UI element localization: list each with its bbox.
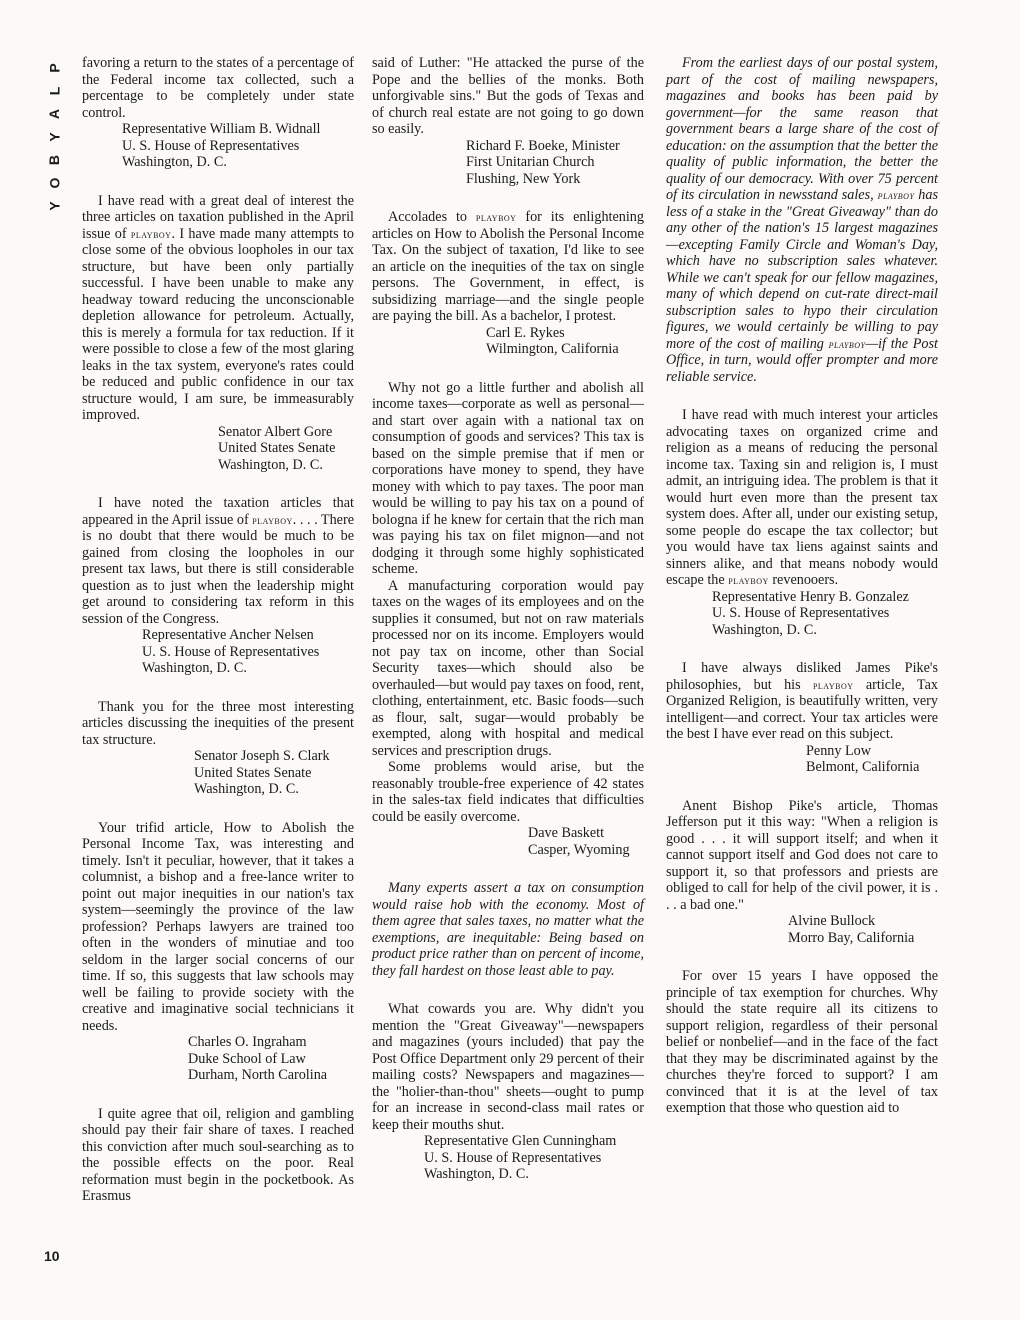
signature-line: Representative William B. Widnall [122, 121, 321, 137]
signature-line: Senator Joseph S. Clark [194, 748, 330, 764]
letter-paragraph: What cowards you are. Why didn't you mention the "Great Giveaway"—newspapers and magazines (yours included) that pay the Post Office Department only 29 percent of their mailing costs? Newspapers and magazines—the "holier-than-thou" sheets—ought to pump for an increase in second-class mail rates or keep their mouths shut. [372, 1001, 644, 1133]
reader-letter [372, 380, 644, 859]
signature-line: First Unitarian Church [466, 154, 595, 170]
letter-signature [372, 825, 644, 858]
letter-signature [82, 121, 354, 171]
letter-signature [372, 325, 644, 358]
editor-reply [666, 55, 938, 385]
signature-line: Carl E. Rykes [486, 324, 565, 341]
signature-line: U. S. House of Representatives [424, 1149, 602, 1166]
letter-paragraph: I have noted the taxation articles that appeared in the April issue of playboy. . . . There is no doubt that there would be much to be gained from closing the loopholes in our present tax laws, but there is still considerable question as to just when the leadership might get around to considering tax reform in this session of the Congress. [82, 495, 354, 627]
letter-paragraph: From the earliest days of our postal system, part of the cost of mailing newspapers, magazines and books has been paid by government—for the same reason that government bears a large share of the cost of education: on the assumption that the better the quality of public information, the better the quality of our democracy. With over 75 percent of its circulation in newsstand sales, playboy has less of a stake in the "Great Giveaway" than do any other of the nation's 15 largest magazines—excepting Family Circle and Woman's Day, which have no subscription sales whatever. While we can't speak for our fellow magazines, many of which depend on cut-rate direct-mail subscription sales to hypo their circulation figures, we would certainly be willing to pay more of the cost of mailing playboy—if the Post Office, in turn, would offer prompter and more reliable service. [666, 55, 938, 385]
signature-line: United States Senate [194, 764, 312, 781]
signature-line: Representative Ancher Nelsen [142, 627, 314, 643]
signature-line: Morro Bay, California [788, 929, 915, 946]
letter-paragraph: I have always disliked James Pike's philosophies, but his playboy article, Tax Organized Religion, is beautifully written, very intelligent—and correct. Your tax articles were the best I have ever read on this subject. [666, 660, 938, 742]
reader-letter [372, 1001, 644, 1183]
sidebar-letter: B [46, 153, 63, 166]
signature-line: Belmont, California [806, 759, 920, 775]
signature-line: United States Senate [218, 440, 336, 456]
signature-line: Washington, D. C. [122, 154, 227, 170]
sidebar-letter: A [46, 107, 63, 120]
letter-paragraph: Thank you for the three most interesting articles discussing the inequities of the present tax structure. [82, 698, 354, 748]
reader-letter [666, 798, 938, 947]
signature-line: Alvine Bullock [788, 913, 876, 929]
signature-line: U. S. House of Representatives [122, 137, 300, 154]
signature-line: Wilmington, California [486, 341, 619, 357]
signature-line: Washington, D. C. [424, 1166, 529, 1182]
letter-signature [666, 589, 938, 639]
reader-letter [82, 495, 354, 677]
signature-line: Richard F. Boeke, Minister [466, 137, 620, 154]
letter-paragraph: Why not go a little further and abolish all income taxes—corporate as well as personal—and start over again with a national tax on consumption of goods and services? This tax is based on the simple premise that if men or corporations have money to spend, they have money with which to pay taxes. The poor man would be willing to pay his tax on a pound of bologna if he knew for certain that the rich man was paying his tax on filet mignon—and not dodging it through some highly sophisticated scheme. [372, 379, 644, 577]
signature-line: Representative Glen Cunningham [424, 1133, 617, 1149]
letter-signature [82, 627, 354, 677]
signature-line: Durham, North Carolina [188, 1067, 328, 1083]
letter-paragraph: Anent Bishop Pike's article, Thomas Jefferson put it this way: "When a religion is good . . . it will support itself; and when it cannot support itself and God does not care to support it, so that professors and priests are obliged to call for help of the civil power, it is . . . a bad one." [666, 797, 938, 913]
reader-letter [82, 55, 354, 171]
signature-line: Penny Low [806, 742, 872, 759]
magazine-name-inline: playboy [130, 226, 172, 241]
sidebar-letter: Y [46, 200, 63, 211]
letter-paragraph: I have read with much interest your articles advocating taxes on organized crime and religion as a means of reducing the personal income tax. Taxing sin and religion is, I must admit, an intriguing idea. The problem is that it would hurt even more than the present tax system does. After all, under our existing setup, some people do escape the tax collector; but you would have tax liens against saints and sinners alike, and that means nobody would escape the playboy revenooers. [666, 407, 938, 588]
magazine-sidebar-title [42, 56, 68, 217]
signature-line: Washington, D. C. [712, 621, 817, 638]
magazine-name-inline: playboy [252, 512, 293, 527]
magazine-name-inline: playboy [877, 188, 915, 202]
magazine-name-inline: playboy [475, 210, 517, 224]
signature-line: Charles O. Ingraham [188, 1034, 307, 1050]
letter-paragraph: For over 15 years I have opposed the principle of tax exemption for churches. Why should the state require all its citizens to support religion, regardless of their personal belief or nonbelief—and in the face of the fact that they may be discriminated against by the churches they're forced to support? I am convinced that it is at the level of tax exemption that those who question aid to [666, 968, 938, 1116]
signature-line: Flushing, New York [466, 170, 581, 187]
magazine-name-inline: playboy [828, 336, 866, 351]
signature-line: U. S. House of Representatives [712, 605, 890, 621]
article-column-3 [666, 55, 938, 1117]
letter-signature [372, 1133, 644, 1183]
letter-signature [82, 424, 354, 474]
reader-letter [82, 820, 354, 1084]
sidebar-letter: O [46, 176, 63, 189]
letter-signature [666, 743, 938, 776]
reader-letter [372, 209, 644, 358]
reader-letter [372, 55, 644, 187]
signature-line: Dave Baskett [528, 825, 605, 841]
magazine-name-inline: playboy [728, 573, 769, 587]
signature-line: Casper, Wyoming [528, 841, 630, 858]
letter-paragraph: Many experts assert a tax on consumption would raise hob with the economy. Most of them agree that sales taxes, no matter what the exemptions, are inequitable: Being based on product price rather than on percent of income, they fall hardest on those least able to pay. [372, 880, 644, 979]
letter-paragraph: Your trifid article, How to Abolish the Personal Income Tax, was interesting and timely. Isn't it peculiar, however, that it takes a columnist, a bishop and a free-lance writer to point out major inequities in our nation's tax system—seemingly the province of the law profession? Perhaps lawyers are trained too often in the wonders of minutiae and too seldom in the larger social concerns of our time. If so, this suggests that law schools may well be failing to provide society with the creative and imaginative social technicians it needs. [82, 819, 354, 1034]
reader-letter [666, 407, 938, 638]
letter-paragraph: I have read with a great deal of interest the three articles on taxation published in the April issue of playboy. I have made many attempts to close some of the obvious loopholes in our tax structure, but have been only partially successful. I have been unable to make any headway toward reducing the unconscionable depletion allowance for petroleum. Actually, this is merely a formula for tax reduction. If it were possible to close a few of the most glaring leaks in the tax system, everyone's rates could be reduced and public confidence in our tax structure would, I am sure, be immeasurably improved. [82, 192, 354, 423]
signature-line: Washington, D. C. [142, 660, 247, 676]
article-column-2 [372, 55, 644, 1183]
sidebar-letter: P [46, 62, 63, 73]
letter-paragraph: Accolades to playboy for its enlightening articles on How to Abolish the Personal Income Tax. On the subject of taxation, I'd like to see an article on the inequities of the tax on single persons. The Government, in effect, is subsidizing marriage—and the single people are paying the bill. As a bachelor, I protest. [372, 209, 644, 324]
letter-signature [666, 913, 938, 946]
signature-line: Senator Albert Gore [218, 423, 333, 440]
page-number: 10 [44, 1248, 60, 1264]
magazine-name-inline: playboy [812, 677, 854, 692]
sidebar-letter: Y [46, 131, 63, 142]
sidebar-letter: L [46, 85, 63, 96]
reader-letter [82, 1106, 354, 1205]
article-column-1 [82, 55, 354, 1205]
letter-paragraph: Some problems would arise, but the reasonably trouble-free experience of 42 states in the sales-tax field indicates that difficulties could be easily overcome. [372, 759, 644, 825]
reader-letter [82, 193, 354, 474]
letter-paragraph: favoring a return to the states of a percentage of the Federal income tax collected, such a percentage to be completely under state control. [82, 55, 354, 121]
reader-letter [82, 699, 354, 798]
signature-line: Duke School of Law [188, 1050, 306, 1067]
signature-line: Washington, D. C. [218, 456, 323, 473]
signature-line: Representative Henry B. Gonzalez [712, 588, 909, 605]
signature-line: U. S. House of Representatives [142, 643, 320, 660]
letter-signature [82, 1034, 354, 1084]
letter-paragraph: A manufacturing corporation would pay taxes on the wages of its employees and on the supplies it consumed, but not on raw materials processed nor on its income. Employers would not pay tax on income, other than Social Security taxes—which should also be overhauled—but would pay taxes on food, rent, clothing, entertainment, etc. Basic foods—such as flour, salt, sugar—would probably be exempted, along with hospital and medical services and prescription drugs. [372, 577, 644, 759]
reader-letter [666, 660, 938, 776]
letter-signature [82, 748, 354, 798]
signature-line: Washington, D. C. [194, 781, 299, 797]
letter-paragraph: said of Luther: "He attacked the purse of the Pope and the bellies of the monks. Both unforgivable sins." But the gods of Texas and of church real estate are not going to go down so easily. [372, 55, 644, 137]
editor-reply [372, 880, 644, 979]
letter-signature [372, 138, 644, 188]
reader-letter [666, 968, 938, 1117]
letter-paragraph: I quite agree that oil, religion and gambling should pay their fair share of taxes. I reached this conviction after much soul-searching as to the possible effects on the poor. Real reformation must begin in the pocketbook. As Erasmus [82, 1105, 354, 1204]
